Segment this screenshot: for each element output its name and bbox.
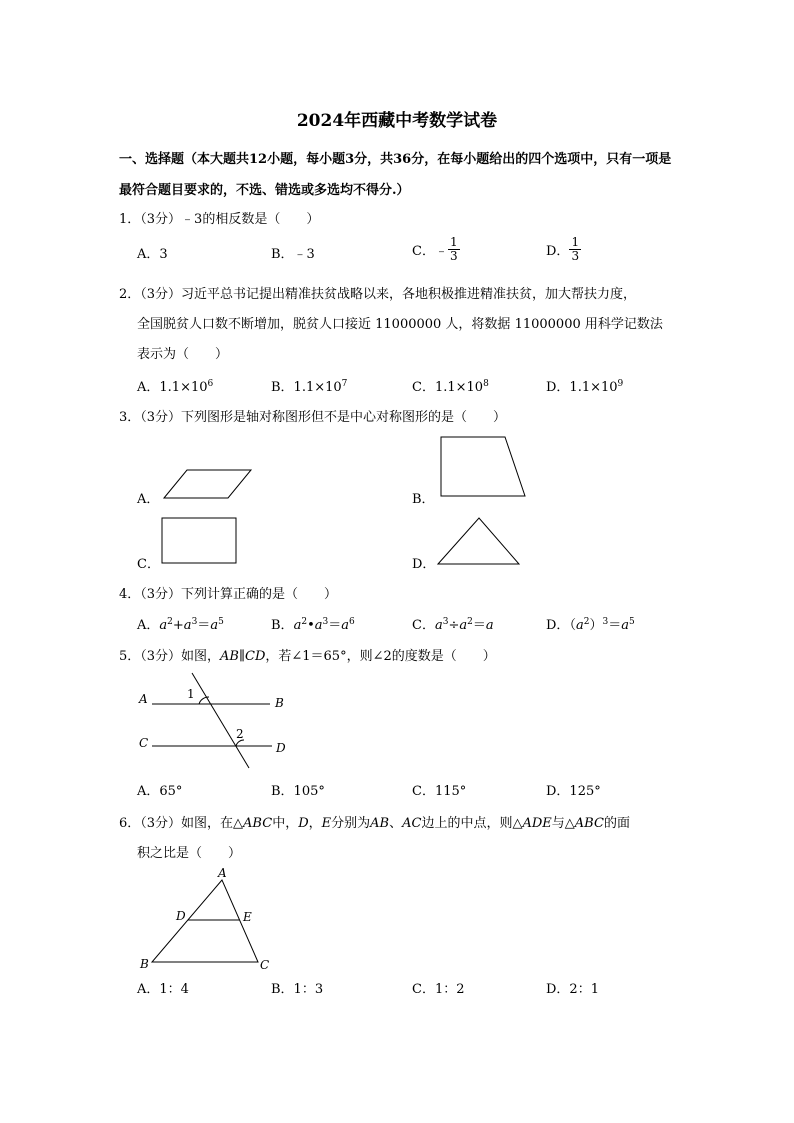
q5-stem: 5．（3分）如图，AB∥CD，若∠1＝65°，则∠2的度数是（ ） — [119, 649, 496, 664]
q6-line1: 6．（3分）如图，在△ABC中，D，E分别为AB、AC边上的中点，则△ADE与△ABC的面 — [119, 816, 630, 831]
q1-option-b: B．﹣3 — [271, 247, 315, 262]
q5-option-b: B．105° — [271, 784, 325, 799]
label-e: E — [243, 910, 252, 924]
q6-option-d: D．2：1 — [546, 982, 599, 997]
label-d: D — [276, 741, 286, 755]
section-header: 一、选择题（本大题共12小题，每小题3分，共36分，在每小题给出的四个选项中，只有一项是最符合题目要求的，不选、错选或多选均不得分.） — [119, 152, 672, 198]
label-b: B — [275, 696, 284, 710]
q3-option-c: C． — [137, 557, 160, 572]
q3-stem: 3．（3分）下列图形是轴对称图形但不是中心对称图形的是（ ） — [119, 410, 507, 425]
q3-option-a: A． — [137, 492, 160, 507]
page-title: 2024年西藏中考数学试卷 — [296, 111, 498, 131]
label-a: A — [218, 866, 227, 880]
q2-line3: 表示为（ ） — [137, 347, 229, 362]
q6-line2: 积之比是（ ） — [137, 846, 242, 861]
q6-option-b: B．1：3 — [271, 982, 324, 997]
q6-option-c: C．1：2 — [412, 982, 465, 997]
label-a: A — [139, 692, 148, 706]
q2-line1: 2．（3分）习近平总书记提出精准扶贫战略以来，各地积极推进精准扶贫，加大帮扶力度， — [119, 287, 637, 302]
q1-option-a: A．3 — [137, 247, 168, 262]
q3-option-d: D． — [412, 557, 436, 572]
q5-option-c: C．115° — [412, 784, 467, 799]
q6-option-a: A．1：4 — [137, 982, 189, 997]
q2-option-a: A．$1.1\times 10^6$ — [137, 379, 214, 395]
q4-option-c: C．$a^3\div a^2=a$ — [412, 617, 494, 633]
q3-option-b: B． — [412, 492, 435, 507]
label-angle-1: 1 — [187, 687, 195, 701]
q1-option-d: D． $\frac{1}{3}$ — [546, 235, 580, 263]
label-c: C — [139, 736, 149, 750]
q5-option-a: A．65° — [137, 784, 183, 799]
q2-option-d: D．$1.1\times 10^9$ — [546, 379, 624, 395]
q1-option-c: C．﹣ $\frac{1}{3}$ — [412, 235, 458, 263]
q4-option-b: B．$a^2•a^3=a^6$ — [271, 617, 355, 633]
q4-option-d: D．$(a^2)^3=a^5$ — [546, 617, 635, 633]
q2-line2: 全国脱贫人口数不断增加，脱贫人口接近 11000000 人，将数据 11000000 用科学记数法 — [137, 317, 663, 332]
q4-option-a: A．$a^2+a^3=a^5$ — [137, 617, 224, 633]
label-d: D — [176, 909, 186, 923]
q5-option-d: D．125° — [546, 784, 601, 799]
label-c: C — [260, 958, 270, 972]
q2-option-b: B．$1.1\times 10^7$ — [271, 379, 348, 395]
q4-stem: 4．（3分）下列计算正确的是（ ） — [119, 587, 338, 602]
label-angle-2: 2 — [236, 727, 244, 741]
q2-option-c: C．$1.1\times 10^8$ — [412, 379, 489, 395]
label-b: B — [140, 957, 149, 971]
q1-stem: 1．（3分）﹣3的相反数是（ ） — [119, 212, 320, 227]
